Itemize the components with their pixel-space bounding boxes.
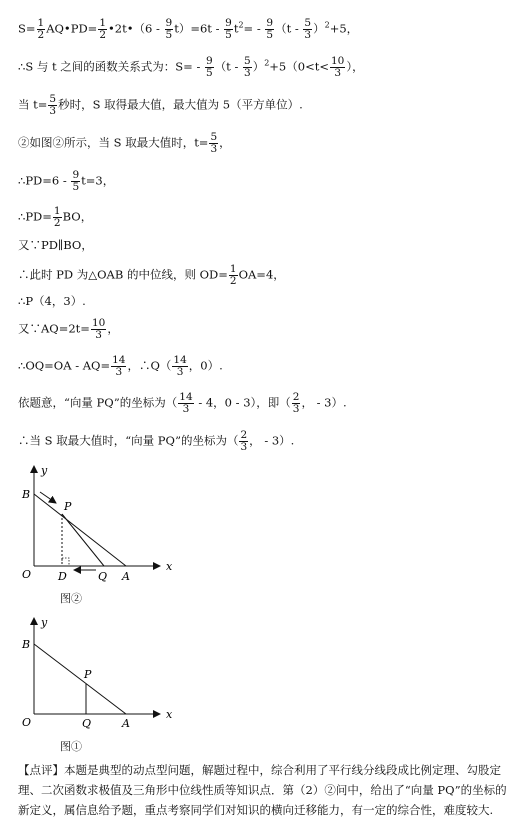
fraction: $\frac{5}{3}$ [304, 17, 312, 41]
text: ）， [346, 59, 364, 74]
fraction: $\frac{10}{3}$ [330, 55, 345, 79]
label-y: y [41, 616, 48, 629]
text: ∴S 与 t 之间的函数关系式为：S= - [18, 59, 204, 74]
solution-line-11 [18, 355, 223, 378]
solution-line-1 [18, 18, 358, 41]
fraction: $\frac{5}{3}$ [244, 55, 251, 79]
right-angle-mark [62, 558, 69, 566]
solution-line-9 [18, 294, 86, 308]
fraction: $\frac{2}{3}$ [240, 429, 248, 453]
label-q: Q [82, 717, 92, 730]
solution-line-4 [18, 132, 231, 155]
fraction: $\frac{14}{3}$ [179, 391, 193, 415]
text: ， - 3）. [249, 433, 295, 448]
text: ②如图②所示，当 S 取最大值时，t= [18, 135, 209, 150]
solution-line-12 [18, 392, 347, 415]
solution-line-7 [18, 238, 93, 252]
figure-1-caption: 图① [60, 740, 82, 753]
text: ∴OQ=OA - AQ= [18, 358, 111, 373]
arrow-along-ba [40, 492, 56, 503]
label-y: y [41, 464, 48, 477]
label-q: Q [98, 570, 108, 583]
text: ∴P（4，3）. [18, 294, 86, 308]
text: ， [219, 135, 231, 150]
fraction: $\frac{1}{2}$ [229, 263, 237, 287]
text: ） [313, 21, 325, 36]
solution-line-13 [18, 430, 294, 453]
segment-ab [34, 644, 126, 714]
text: AQ•PD= [46, 21, 98, 36]
solution-line-2 [18, 56, 364, 79]
text: BO， [62, 209, 93, 224]
text: ，0）. [188, 358, 223, 373]
label-o: O [22, 568, 32, 581]
text: •2t•（6 - [108, 21, 164, 36]
label-p: P [64, 500, 72, 513]
text: 当 t= [18, 97, 48, 112]
text: t=3， [81, 173, 115, 188]
fraction: $\frac{9}{5}$ [266, 17, 274, 41]
text: 秒时，S 取得最大值，最大值为 5（平方单位）. [58, 97, 303, 112]
text: （t - [214, 59, 243, 74]
text: ， [107, 321, 119, 336]
text: ∴此时 PD 为△OAB 的中位线，则 OD= [18, 267, 228, 282]
text: 依题意，“向量 PQ”的坐标为（ [18, 395, 178, 410]
text: 又∵PD∥BO， [18, 238, 93, 252]
exponent: 2 [324, 20, 330, 30]
label-b: B [22, 638, 31, 651]
text: ） [252, 59, 265, 74]
solution-line-5 [18, 170, 114, 193]
fraction: $\frac{2}{3}$ [292, 391, 300, 415]
label-x: x [166, 560, 173, 573]
text: ∴当 S 取最大值时，“向量 PQ”的坐标为（ [18, 433, 239, 448]
text: 又∵AQ=2t= [18, 321, 90, 336]
label-b: B [22, 488, 31, 501]
fraction: $\frac{1}{2}$ [99, 17, 107, 41]
label-a: A [122, 717, 130, 730]
text: ， - 3）. [301, 395, 347, 410]
text: t）=6t - [174, 21, 224, 36]
label-d: D [58, 570, 67, 583]
text: +5（0<t< [269, 59, 329, 74]
fraction: $\frac{9}{5}$ [72, 169, 80, 193]
figure-2-diagram [14, 462, 184, 586]
label-o: O [22, 716, 32, 729]
figure-2-caption: 图② [60, 592, 82, 605]
solution-line-8 [18, 264, 285, 287]
label-x: x [166, 708, 173, 721]
text: ∴PD= [18, 209, 52, 224]
text: （t - [275, 21, 303, 36]
solution-line-3 [18, 94, 303, 117]
fraction: $\frac{1}{2}$ [53, 205, 61, 229]
text: OA=4， [238, 267, 285, 282]
text: t [233, 21, 239, 36]
fraction: $\frac{9}{5}$ [165, 17, 173, 41]
fraction: $\frac{9}{5}$ [225, 17, 232, 41]
fraction: $\frac{9}{5}$ [206, 55, 213, 79]
exponent: 2 [264, 58, 270, 68]
label-a: A [122, 570, 130, 583]
fraction: $\frac{1}{2}$ [37, 17, 45, 41]
solution-line-10 [18, 318, 119, 341]
text: ∴PD=6 - [18, 173, 71, 188]
solution-line-6 [18, 206, 92, 229]
text: = - [243, 21, 265, 36]
fraction: $\frac{10}{3}$ [91, 317, 106, 341]
fraction: $\frac{5}{3}$ [49, 93, 57, 117]
text: - 4，0 - 3），即（ [194, 395, 291, 410]
text: S= [18, 21, 36, 36]
fraction: $\frac{5}{3}$ [210, 131, 218, 155]
text: ，∴Q（ [127, 358, 172, 373]
fraction: $\frac{14}{3}$ [112, 354, 126, 378]
exponent: 2 [238, 20, 244, 30]
figure-1-diagram [14, 614, 184, 734]
label-p: P [84, 668, 92, 681]
text: +5， [329, 21, 359, 36]
fraction: $\frac{14}{3}$ [173, 354, 187, 378]
review-paragraph: 【点评】本题是典型的动点型问题，解题过程中，综合利用了平行线分线段成比例定理、勾股定理、二次函数求极值及三角形中位线性质等知识点．第（2）②问中，给出了“向量 PQ”的坐标的新定义，属信息给予题，重点考察同学们对知识的横向迁移能力，有一定的综合性，难度较大. [18, 763, 507, 817]
segment-ab [34, 494, 126, 566]
